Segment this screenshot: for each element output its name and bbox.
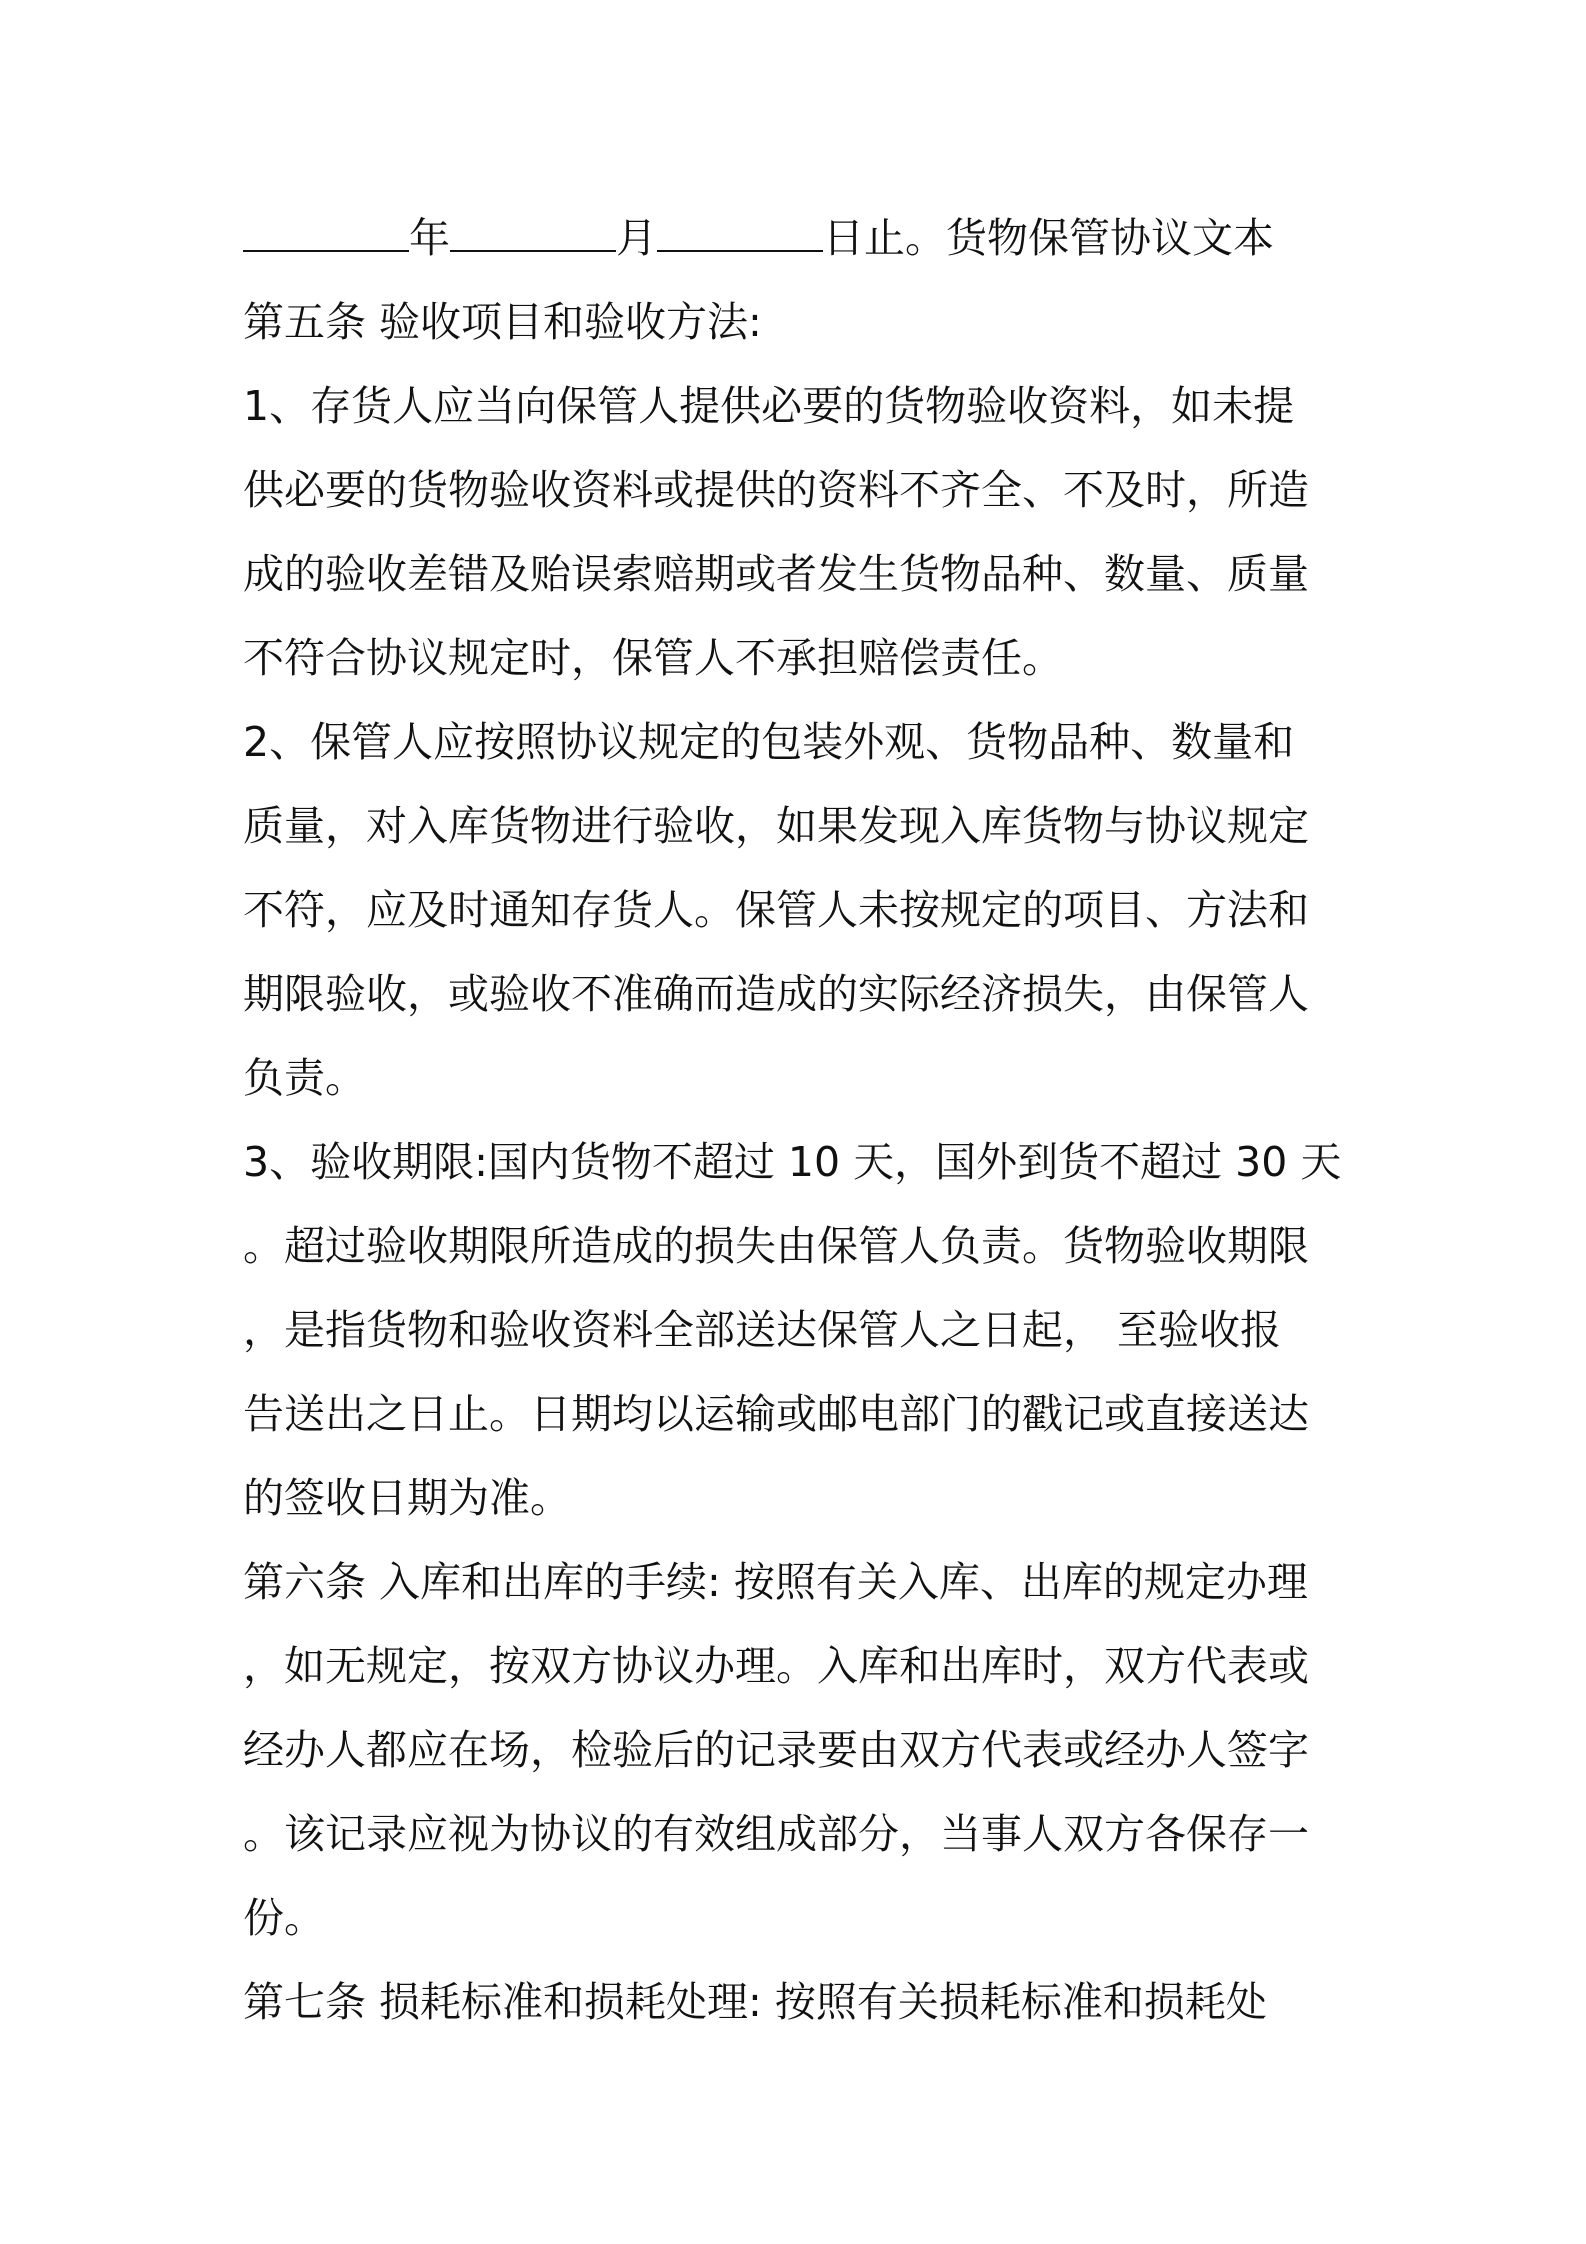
text-line: 。超过验收期限所造成的损失由保管人负责。货物验收期限 [243, 1222, 1309, 1270]
text-line: 告送出之日止。日期均以运输或邮电部门的戳记或直接送达 [243, 1390, 1309, 1438]
month-blank[interactable] [450, 210, 616, 252]
text-line: 负责。 [243, 1054, 366, 1102]
text-line: ，是指货物和验收资料全部送达保管人之日起， 至验收报 [243, 1306, 1282, 1354]
article-6-heading: 第六条 入库和出库的手续: 按照有关入库、出库的规定办理 [243, 1558, 1308, 1606]
text-line: 1、存货人应当向保管人提供必要的货物验收资料，如未提 [243, 382, 1295, 430]
day-suffix: 日止。货物保管协议文本 [823, 214, 1274, 262]
date-line [243, 196, 1358, 280]
document-body [243, 196, 1358, 2044]
year-blank[interactable] [243, 210, 409, 252]
text-line: 期限验收，或验收不准确而造成的实际经济损失，由保管人 [243, 970, 1309, 1018]
text-line: 。该记录应视为协议的有效组成部分，当事人双方各保存一 [243, 1810, 1309, 1858]
day-blank[interactable] [657, 210, 823, 252]
text-line: 经办人都应在场，检验后的记录要由双方代表或经办人签字 [243, 1726, 1309, 1774]
text-line: 不符，应及时通知存货人。保管人未按规定的项目、方法和 [243, 886, 1309, 934]
article-7-heading: 第七条 损耗标准和损耗处理: 按照有关损耗标准和损耗处 [243, 1978, 1267, 2026]
text-line: 3、验收期限:国内货物不超过 10 天，国外到货不超过 30 天 [243, 1138, 1342, 1186]
month-label: 月 [616, 214, 657, 262]
text-line: ，如无规定，按双方协议办理。入库和出库时，双方代表或 [243, 1642, 1309, 1690]
text-line: 质量，对入库货物进行验收，如果发现入库货物与协议规定 [243, 802, 1309, 850]
year-label: 年 [409, 214, 450, 262]
text-line: 供必要的货物验收资料或提供的资料不齐全、不及时，所造 [243, 466, 1309, 514]
text-line: 份。 [243, 1894, 325, 1942]
text-line: 2、保管人应按照协议规定的包装外观、货物品种、数量和 [243, 718, 1295, 766]
text-line: 的签收日期为准。 [243, 1474, 571, 1522]
text-line: 不符合协议规定时，保管人不承担赔偿责任。 [243, 634, 1063, 682]
text-line: 成的验收差错及贻误索赔期或者发生货物品种、数量、质量 [243, 550, 1309, 598]
article-5-heading: 第五条 验收项目和验收方法: [243, 298, 762, 346]
